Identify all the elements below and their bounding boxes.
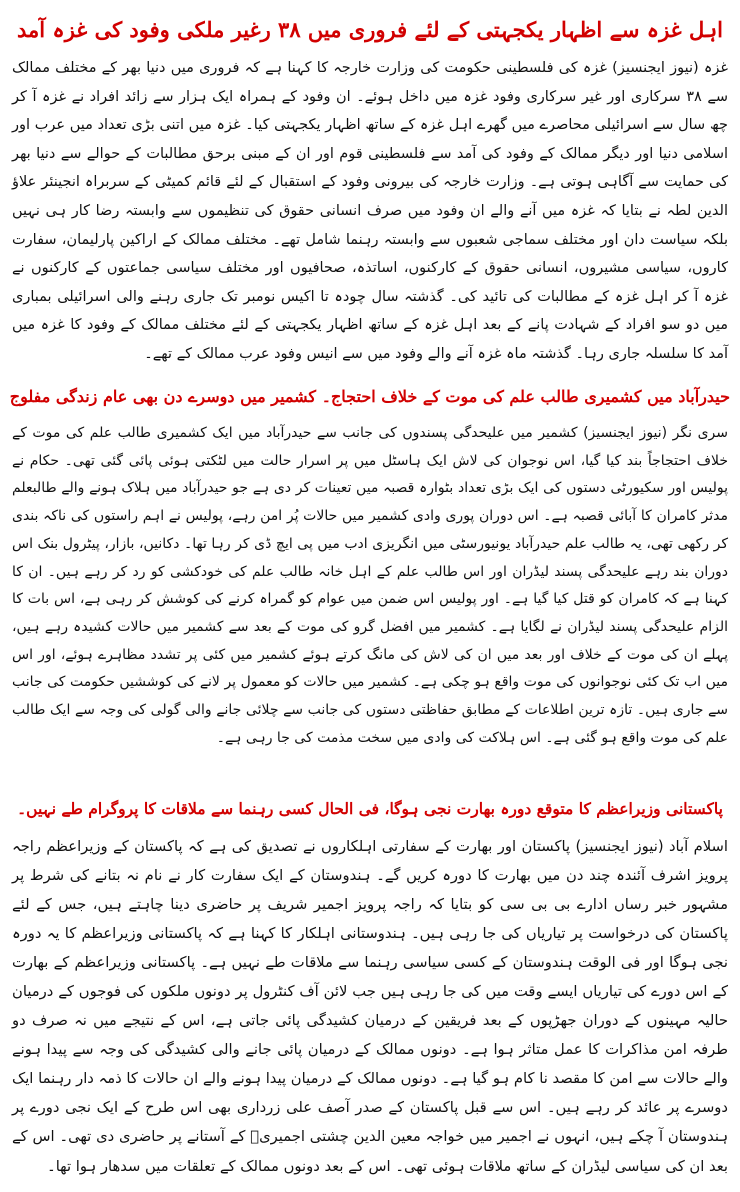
article-body-container	[10, 420, 730, 780]
article-gaza-delegations	[10, 6, 730, 370]
article-pakistan-pm-visit	[10, 786, 730, 1192]
article-body-gaza: غزہ (نیوز ایجنسیز) غزہ کی فلسطینی حکومت کی وزارت خارجہ کا کہنا ہے کہ فروری میں دنیا بھر کے مختلف ممالک سے ۳۸ سرکاری اور غیر سرکاری وفود غزہ میں داخل ہوئے۔ ان وفود کے ہمراہ ایک ہزار سے زائد افراد نے غزہ آ کر چھ سال سے اسرائیلی محاصرے میں گھرے اہل غزہ کے ساتھ اظہار یکجہتی کیا۔ غزہ میں اتنی بڑی تعداد میں عرب اور اسلامی دنیا اور دیگر ممالک کے وفود کی آمد سے فلسطینی قوم اور ان کے مبنی برحق مطالبات کے حوالے سے دنیا بھر کی حمایت سے آگاہی ہوتی ہے۔ وزارت خارجہ کی بیرونی وفود کے استقبال کے لئے قائم کمیٹی کے سربراہ انجینئر علاؤ الدین لطہ نے بتایا کہ غزہ میں آنے والے ان وفود میں صرف انسانی حقوق کی تنظیموں سے وابستہ رضا کار ہی نہیں بلکہ سیاست دان اور مختلف سماجی شعبوں سے وابستہ رہنما شامل تھے۔ مختلف ممالک کے اراکین پارلیمان، سفارت کاروں، سیاسی مشیروں، انسانی حقوق کے کارکنوں، اساتذہ، صحافیوں اور مختلف سیاسی جماعتوں کے کارکنوں نے غزہ آ کر اہل غزہ کے مطالبات کی تائید کی۔ گذشتہ سال چودہ تا اکیس نومبر تک جاری رہنے والی اسرائیلی بمباری میں دو سو افراد کے شہادت پانے کے بعد اہل غزہ کے ساتھ اظہار یکجہتی کے لئے مختلف ممالک کے وفود کا غزہ میں آمد کا سلسلہ جاری رہا۔ گذشتہ ماہ غزہ آنے والے وفود میں سے انیس وفود عرب ممالک کے تھے۔	[12, 60, 728, 362]
headline-kashmir-protest: حیدرآباد میں کشمیری طالب علم کی موت کے خلاف احتجاج۔ کشمیر میں دوسرے دن بھی عام زندگی مفلوج	[10, 387, 730, 406]
headline-pakistan-pm-visit: پاکستانی وزیراعظم کا متوقع دورہ بھارت نجی ہوگا، فی الحال کسی رہنما سے ملاقات کا پروگرام طے نہیں۔	[17, 799, 723, 818]
article-body-container	[10, 54, 730, 370]
article-body-kashmir: سری نگر (نیوز ایجنسیز) کشمیر میں علیحدگی پسندوں کی جانب سے حیدرآباد میں ایک کشمیری طالب علم کی موت کے خلاف احتجاجاً بند کیا گیا، اس نوجوان کی لاش ایک ہاسٹل میں پر اسرار حالت میں لٹکتی ہوئی پائی گئی تھی۔ حکام نے پولیس اور سکیورٹی دستوں کی ایک بڑی تعداد بٹوارہ قصبہ میں تعینات کر دی ہے جو حیدرآباد میں ہلاک ہونے والے طالبعلم مدثر کامران کا آبائی قصبہ ہے۔ اس دوران پوری وادی کشمیر میں حالات پُر امن رہے، پولیس نے اہم راستوں کی ناکہ بندی کر رکھی تھی، یہ طالب علم حیدرآباد یونیورسٹی میں انگریزی ادب میں پی ایچ ڈی کر رہا تھا۔ دکانیں، بازار، پیٹرول بنک اس دوران بند رہے علیحدگی پسند لیڈران اور اس طالب علم کے اہل خانہ طالب علم کی خودکشی کو رد کر رہے ہیں۔ ان کا کہنا ہے کہ کامران کو قتل کیا گیا ہے۔ اور پولیس اس ضمن میں عوام کو گمراہ کرنے کی کوشش کر رہی ہے، اس بات کا الزام علیحدگی پسند لیڈران نے لگایا ہے۔ کشمیر میں افضل گرو کی موت کے بعد سے کشمیر میں حالات کشیدہ رہے ہیں، پہلے ان کی موت کے خلاف اور بعد میں ان کی لاش کی مانگ کرتے ہوئے کشمیر میں کئی پر تشدد مظاہرے ہوئے، اور اس میں اب تک کئی نوجوانوں کی موت واقع ہو چکی ہے۔ کشمیر میں حالات کو معمول پر لانے کی کوششیں حکومت کی جانب سے جاری ہیں۔ تازہ ترین اطلاعات کے مطابق حفاظتی دستوں کی جانب سے چلائی جانے والی گولی کی وجہ سے ایک طالب علم کی موت واقع ہو گئی ہے۔ اس ہلاکت کی وادی میں سخت مذمت کی جا رہی ہے۔	[12, 425, 728, 746]
article-body-container	[10, 832, 730, 1192]
headline-gaza-delegations: اہل غزہ سے اظہار یکجہتی کے لئے فروری میں ۳۸ رغیر ملکی وفود کی غزہ آمد	[16, 17, 724, 42]
article-body-pakistan: اسلام آباد (نیوز ایجنسیز) پاکستان اور بھارت کے سفارتی اہلکاروں نے تصدیق کی ہے کہ پاکستان کے وزیراعظم راجہ پرویز اشرف آئندہ چند دن میں بھارت کا دورہ کریں گے۔ ہندوستان کے ایک سفارت کار نے نام نہ بتانے کی شرط پر مشہور خبر رساں ادارے بی بی سی کو بتایا کہ راجہ پرویز اجمیر شریف پر حاضری دینا چاہتے ہیں، جس کے لئے پاکستان کی درخواست پر تیاریاں کی جا رہی ہیں۔ ہندوستانی اہلکار کا کہنا ہے کہ پاکستانی وزیراعظم کا یہ دورہ نجی ہوگا اور فی الوقت ہندوستان کے کسی سیاسی رہنما سے ملاقات طے نہیں ہے۔ پاکستانی وزیراعظم کے بھارت کے اس دورے کی تیاریاں ایسے وقت میں کی جا رہی ہیں جب لائن آف کنٹرول پر دونوں ملکوں کی فوجوں کے درمیان حالیہ مہینوں کے دوران جھڑپوں کے بعد فریقین کے درمیان کشیدگی پائی جاتی ہے، اس کے نتیجے میں نہ صرف دو طرفہ امن مذاکرات کا عمل متاثر ہوا ہے۔ دونوں ممالک کے درمیان پائی جانے والی کشیدگی کی وجہ سے پیدا ہونے والے حالات سے امن کا مقصد نا کام ہو گیا ہے۔ دونوں ممالک کے درمیان پیدا ہونے والے ان حالات کا ذمہ دار رہنما ایک دوسرے پر عائد کر رہے ہیں۔ اس سے قبل پاکستان کے صدر آصف علی زرداری بھی اس طرح کے ایک نجی دورے پر ہندوستان آ چکے ہیں، انہوں نے اجمیر میں خواجہ معین الدین چشتی اجمیریؒ کے آستانے پر حاضری دی تھی۔ اس کے بعد ان کی سیاسی لیڈران کے ساتھ ملاقات ہوئی تھی۔ اس کے بعد دونوں ممالک کے تعلقات میں سدھار ہوا تھا۔	[12, 838, 728, 1175]
article-kashmir-protest	[10, 374, 730, 780]
